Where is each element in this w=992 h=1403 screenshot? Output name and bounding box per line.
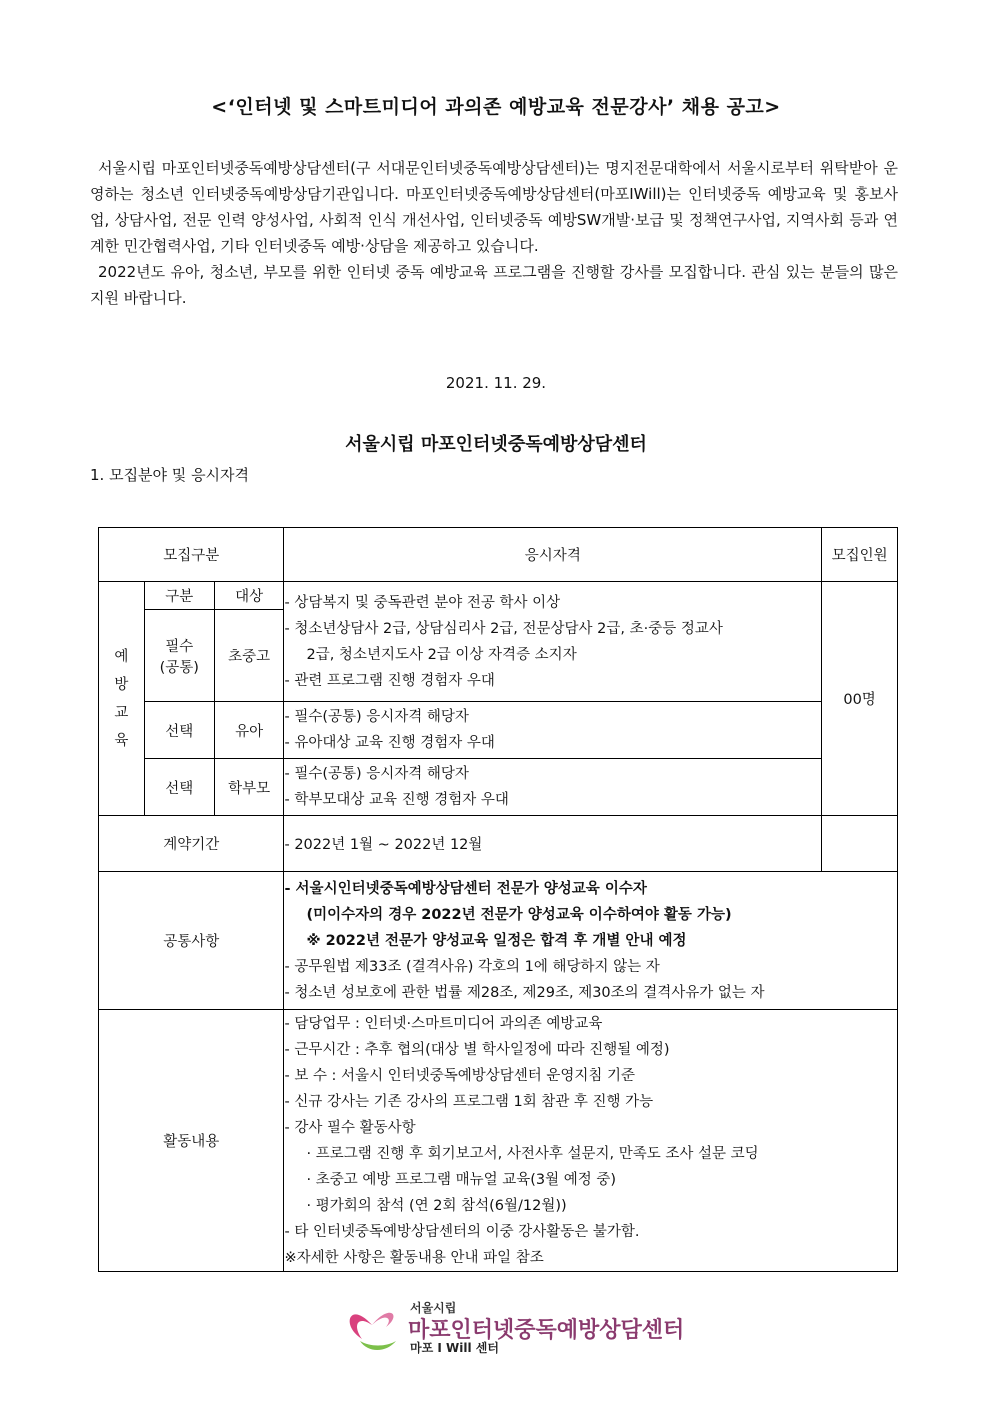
type-required: 필수 (공통) <box>144 610 214 702</box>
contract-label: 계약기간 <box>99 816 284 872</box>
table-row <box>99 582 898 610</box>
target-infant: 유아 <box>214 702 284 759</box>
activity-label: 활동내용 <box>99 1010 284 1272</box>
recruit-count: 00명 <box>822 582 898 816</box>
organization-name: 서울시립 마포인터넷중독예방상담센터 <box>345 434 647 455</box>
target-parent: 학부모 <box>214 759 284 816</box>
sub-header-type: 구분 <box>144 582 214 610</box>
section-heading: 1. 모집분야 및 응시자격 <box>90 466 250 484</box>
header-qualification: 응시자격 <box>284 528 822 582</box>
activity-details: - 담당업무 : 인터넷·스마트미디어 과의존 예방교육 - 근무시간 : 추후 협의(대상 별 학사일정에 따라 진행될 예정) - 보 수 : 서울시 인터넷중독예방상담센터 운영지침 기준 - 신규 강사는 기존 강사의 프로그램 1회 참관 후 진행 가능 - 강사 필수 활동사항 · 프로그램 진행 후 회기보고서, 사전사후 설문지, 만족도 조사 설문 코딩 · 초중고 예방 프로그램 매뉴얼 교육(3월 예정 중) · 평가회의 참석 (연 2회 참석(6월/12월)) - 타 인터넷중독예방상담센터의 이중 강사활동은 불가함. ※자세한 사항은 활동내용 안내 파일 참조 <box>284 1010 898 1272</box>
type-optional-2: 선택 <box>144 759 214 816</box>
recruitment-table <box>98 527 898 1272</box>
required-qualifications: - 상담복지 및 중독관련 분야 전공 학사 이상 - 청소년상담사 2급, 상담심리사 2급, 전문상담사 2급, 초·중등 정교사 2급, 청소년지도사 2급 이상 자격증 소지자 - 관련 프로그램 진행 경험자 우대 <box>284 582 822 702</box>
intro-paragraph-1: 서울시립 마포인터넷중독예방상담센터(구 서대문인터넷중독예방상담센터)는 명지전문대학에서 서울시로부터 위탁받아 운영하는 청소년 인터넷중독예방상담기관입니다. 마포인터넷중독예방상담센터(마포IWill)는 인터넷중독 예방교육 및 홍보사업, 상담사업, 전문 인력 양성사업, 사회적 인식 개선사업, 인터넷중독 예방SW개발·보급 및 정책연구사업, 지역사회 등과 연계한 민간협력사업, 기타 인터넷중독 예방·상담을 제공하고 있습니다. <box>90 159 898 255</box>
document-title: <‘인터넷 및 스마트미디어 과의존 예방교육 전문강사’ 채용 공고> <box>211 96 781 118</box>
header-category: 모집구분 <box>99 528 284 582</box>
infant-qualifications: - 필수(공통) 응시자격 해당자 - 유아대상 교육 진행 경험자 우대 <box>284 702 822 759</box>
table-row <box>99 702 898 759</box>
contract-value: - 2022년 1월 ~ 2022년 12월 <box>284 816 822 872</box>
parent-qualifications: - 필수(공통) 응시자격 해당자 - 학부모대상 교육 진행 경험자 우대 <box>284 759 822 816</box>
logo-subtitle: 서울시립 <box>410 1301 457 1315</box>
common-label: 공통사항 <box>99 872 284 1010</box>
header-count: 모집인원 <box>822 528 898 582</box>
table-row <box>99 816 898 872</box>
announcement-date: 2021. 11. 29. <box>445 374 547 392</box>
table-row <box>99 872 898 1010</box>
type-optional-1: 선택 <box>144 702 214 759</box>
table-row <box>99 1010 898 1272</box>
table-header-row <box>99 528 898 582</box>
logo-mark-icon <box>340 1295 404 1357</box>
table-row <box>99 759 898 816</box>
target-school: 초중고 <box>214 610 284 702</box>
intro-text <box>90 155 898 311</box>
logo-english: 마포 I Will 센터 <box>410 1341 499 1355</box>
edu-label-cell: 예 방 교 육 <box>99 582 145 816</box>
intro-paragraph-2: 2022년도 유아, 청소년, 부모를 위한 인터넷 중독 예방교육 프로그램을 진행할 강사를 모집합니다. 관심 있는 분들의 많은 지원 바랍니다. <box>90 263 898 307</box>
sub-header-target: 대상 <box>214 582 284 610</box>
center-logo <box>340 1295 685 1357</box>
common-details: - 서울시인터넷중독예방상담센터 전문가 양성교육 이수자 (미이수자의 경우 2022년 전문가 양성교육 이수하여야 활동 가능) ※ 2022년 전문가 양성교육 일정은 합격 후 개별 안내 예정 - 공무원법 제33조 (결격사유) 각호의 1에 해당하지 않는 자 - 청소년 성보호에 관한 법률 제28조, 제29조, 제30조의 결격사유가 없는 자 <box>284 872 898 1010</box>
logo-title: 마포인터넷중독예방상담센터 <box>408 1318 685 1343</box>
